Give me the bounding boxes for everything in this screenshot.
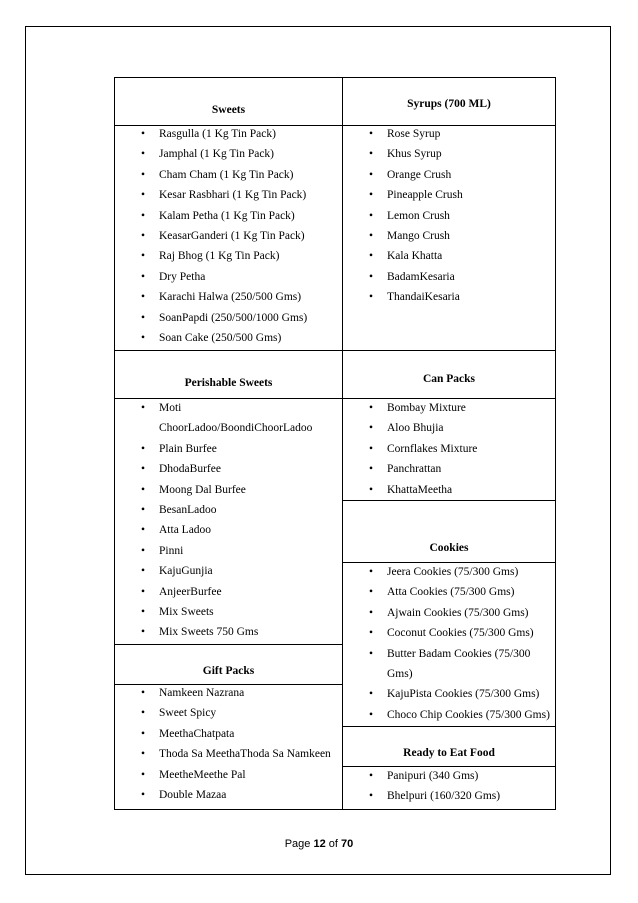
of-label: of [328,838,338,850]
list-item: • Aloo Bhujia [343,418,555,438]
perishable-sweets-list [115,398,325,643]
sweets-heading: Sweets [211,104,246,116]
list-item: • Lemon Crush [343,206,555,226]
list-item: • Kala Khatta [343,246,555,266]
list-item: • Double Mazaa [115,785,342,805]
sweets-list [115,124,342,348]
list-item: • Atta Ladoo [115,520,325,540]
product-table [114,77,556,810]
row-divider-perishable-top [115,350,555,351]
total-pages-number: 70 [341,838,354,850]
can-packs-list [343,398,555,500]
list-item: • AnjeerBurfee [115,582,325,602]
list-item: • Atta Cookies (75/300 Gms) [343,582,543,602]
row-divider-cookies-top [342,500,555,501]
list-item: • Plain Burfee [115,439,325,459]
list-item: • Panipuri (340 Gms) [343,766,555,786]
list-item: • Namkeen Nazrana [115,683,342,703]
syrups-heading: Syrups (700 ML) [407,98,491,110]
can-packs-heading: Can Packs [422,373,476,385]
list-item: • Pineapple Crush [343,185,555,205]
list-item: • Jamphal (1 Kg Tin Pack) [115,144,342,164]
list-item: • Coconut Cookies (75/300 Gms) [343,623,543,643]
cookies-list [343,562,550,725]
cookies-heading: Cookies [429,542,469,554]
list-item: • Karachi Halwa (250/500 Gms) [115,287,342,307]
list-item: • Dry Petha [115,267,342,287]
list-item: • Mix Sweets [115,602,325,622]
list-item: • Mix Sweets 750 Gms [115,622,325,642]
row-divider-readytoeat-top [342,726,555,727]
gift-packs-list [115,683,342,805]
list-item: • Kalam Petha (1 Kg Tin Pack) [115,206,342,226]
list-item: • Thoda Sa MeethaThoda Sa Namkeen [115,744,342,764]
list-item: • Cornflakes Mixture [343,439,555,459]
list-item: • BesanLadoo [115,500,325,520]
syrups-list [343,124,555,308]
list-item: • SoanPapdi (250/500/1000 Gms) [115,308,342,328]
list-item: • Orange Crush [343,165,555,185]
current-page-number: 12 [313,838,326,850]
list-item: • Soan Cake (250/500 Gms) [115,328,342,348]
list-item: • Rose Syrup [343,124,555,144]
list-item: • Moong Dal Burfee [115,480,325,500]
list-item: • Pinni [115,541,325,561]
list-item: • Bombay Mixture [343,398,555,418]
list-item: • DhodaBurfee [115,459,325,479]
list-item: • MeetheMeethe Pal [115,765,342,785]
list-item: • KajuPista Cookies (75/300 Gms) [343,684,543,704]
list-item: • Moti ChoorLadoo/BoondiChoorLadoo [115,398,325,439]
ready-to-eat-list [343,766,555,807]
list-item: • Bhelpuri (160/320 Gms) [343,786,555,806]
list-item: • ThandaiKesaria [343,287,555,307]
list-item: • KajuGunjia [115,561,325,581]
list-item: • Jeera Cookies (75/300 Gms) [343,562,543,582]
list-item: • KeasarGanderi (1 Kg Tin Pack) [115,226,342,246]
list-item: • Ajwain Cookies (75/300 Gms) [343,603,543,623]
row-divider-giftpacks-top [115,644,342,645]
list-item: • Butter Badam Cookies (75/300 Gms) [343,644,543,685]
list-item: • Raj Bhog (1 Kg Tin Pack) [115,246,342,266]
list-item: • Mango Crush [343,226,555,246]
list-item: • MeethaChatpata [115,724,342,744]
list-item: • Choco Chip Cookies (75/300 Gms) [343,705,543,725]
perishable-sweets-heading: Perishable Sweets [184,377,273,389]
gift-packs-heading: Gift Packs [202,665,255,677]
list-item: • KhattaMeetha [343,480,555,500]
page-label: Page [284,838,311,850]
list-item: • BadamKesaria [343,267,555,287]
ready-to-eat-heading: Ready to Eat Food [403,747,495,759]
list-item: • Kesar Rasbhari (1 Kg Tin Pack) [115,185,342,205]
list-item: • Panchrattan [343,459,555,479]
list-item: • Khus Syrup [343,144,555,164]
list-item: • Sweet Spicy [115,703,342,723]
list-item: • Cham Cham (1 Kg Tin Pack) [115,165,342,185]
page-footer [0,838,638,850]
list-item: • Rasgulla (1 Kg Tin Pack) [115,124,342,144]
